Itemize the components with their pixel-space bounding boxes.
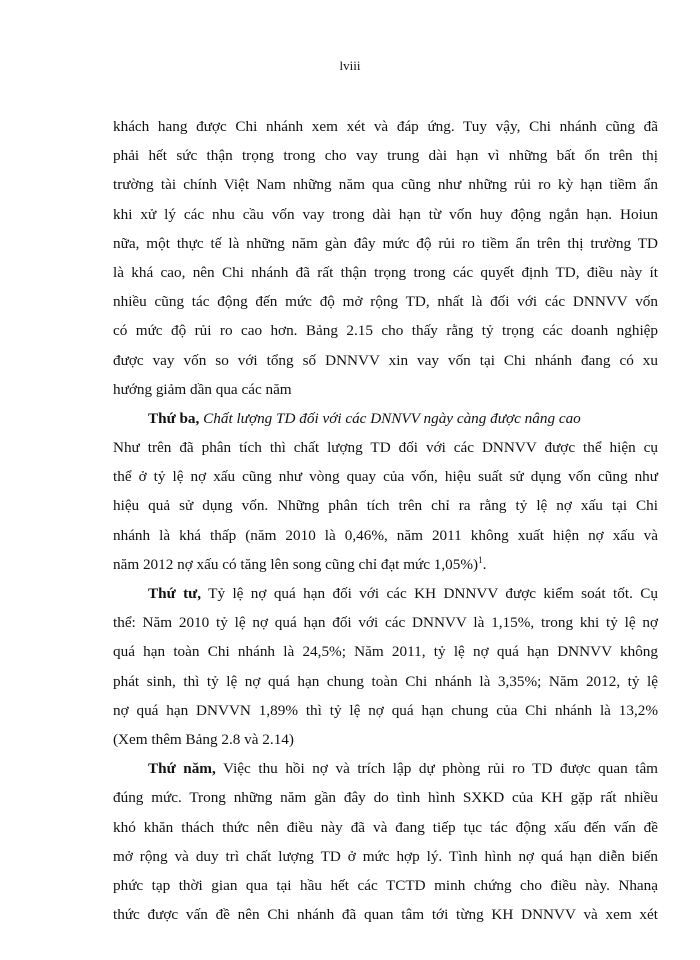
text-line: thể ở tỷ lệ nợ xấu cũng như vòng quay của vốn, hiệu suất sử dụng vốn cũng như [113, 468, 658, 486]
text-line: khó khăn thách thức nên điều này đã và đang tiếp tục tác động xấu đến vấn đề [113, 818, 658, 836]
text-fragment: năm 2012 nợ xấu có tăng lên song cũng chỉ đạt mức 1,05%) [113, 555, 479, 573]
text-line: khách hang được Chi nhánh xem xét và đáp ứng. Tuy vậy, Chi nhánh cũng đã [113, 118, 658, 135]
text-line [113, 754, 658, 783]
text-line: hiệu quả sử dụng vốn. Những phân tích trên chỉ ra rằng tỷ lệ nợ xấu tại Chi [113, 497, 658, 515]
text-line: khi xử lý các nhu cầu vốn vay trong dài hạn từ vốn huy động ngắn hạn. Hoiun [113, 205, 658, 223]
text-line: thức được vấn đề nên Chi nhánh đã quan tâm tới từng KH DNNVV và xem xét [113, 906, 658, 924]
text-line: quá hạn toàn Chi nhánh là 24,5%; Năm 2011, tỷ lệ nợ quá hạn DNNVV không [113, 643, 658, 661]
paragraph-intro [113, 112, 658, 404]
text-line: nợ quá hạn DNVVN 1,89% thì tỷ lệ nợ quá hạn chung của Chi nhánh là 13,2% [113, 701, 658, 719]
text-line: trường tài chính Việt Nam những năm qua cũng như những rủi ro kỳ hạn tiềm ẩn [113, 176, 658, 194]
text-fragment: Tỷ lệ nợ quá hạn đối với các KH DNNVV được kiểm soát tốt. Cụ [201, 585, 658, 602]
text-line [113, 404, 658, 433]
text-line: mở rộng và duy trì chất lượng TD ở mức hợp lý. Tình hình nợ quá hạn diễn biến [113, 847, 658, 865]
text-line: hướng giảm dần qua các năm [113, 380, 292, 398]
text-line [113, 579, 658, 608]
paragraph-thu-nam [113, 754, 658, 929]
paragraph-thu-tu [113, 579, 658, 754]
text-line: Như trên đã phân tích thì chất lượng TD đối với các DNNVV được thể hiện cụ [113, 439, 658, 457]
paragraph-thu-ba-body [113, 433, 658, 579]
text-line: nữa, một thực tế là những năm gàn đây mức độ rủi ro tiềm ẩn trên thị trường TD [113, 234, 658, 252]
text-fragment: . [482, 555, 487, 573]
text-line: (Xem thêm Bảng 2.8 và 2.14) [113, 730, 294, 748]
text-line: phức tạp thời gian qua tại hầu hết các TCTD minh chứng cho điều này. Nhanạ [113, 876, 658, 894]
document-body [113, 112, 658, 929]
point-lead: Thứ ba, [148, 409, 200, 427]
point-title: Chất lượng TD đối với các DNNVV ngày càng được nâng cao [199, 409, 581, 427]
text-line: có mức độ rủi ro cao hơn. Bảng 2.15 cho thấy rằng tỷ trọng các doanh nghiệp [113, 322, 658, 340]
paragraph-thu-ba-heading [113, 404, 658, 433]
text-line: là khá cao, nên Chi nhánh đã rất thận trọng trong các quyết định TD, điều này ít [113, 263, 658, 281]
text-line: được vay vốn so với tổng số DNNVV xin vay vốn tại Chi nhánh đang có xu [113, 351, 658, 369]
text-line: đúng mức. Trong những năm gần đây do tình hình SXKD của KH gặp rất nhiều [113, 789, 658, 807]
text-fragment: Việc thu hồi nợ và trích lập dự phòng rủi ro TD được quan tâm [215, 760, 658, 778]
text-line: phải hết sức thận trọng trong cho vay trung dài hạn vì những bất ổn trên thị [113, 147, 658, 165]
text-line [113, 550, 658, 579]
text-line: thể: Năm 2010 tỷ lệ nợ quá hạn đối với các DNNVV là 1,15%, trong khi tỷ lệ nợ [113, 614, 658, 632]
footnote-ref[interactable]: 1 [478, 554, 483, 565]
point-lead: Thứ tư, [148, 585, 202, 602]
text-line: nhiều cũng tác động đến mức độ mở rộng TD, nhất là đối với các DNNVV vốn [113, 293, 658, 311]
text-line: nhánh là khá thấp (năm 2010 là 0,46%, năm 2011 không xuất hiện nợ xấu và [113, 526, 658, 544]
text-line: phát sinh, thì tỷ lệ nợ quá hạn chung toàn Chi nhánh là 3,35%; Năm 2012, tỷ lệ [113, 672, 658, 690]
point-lead: Thứ năm, [148, 760, 216, 778]
page-number: lviii [339, 58, 361, 73]
